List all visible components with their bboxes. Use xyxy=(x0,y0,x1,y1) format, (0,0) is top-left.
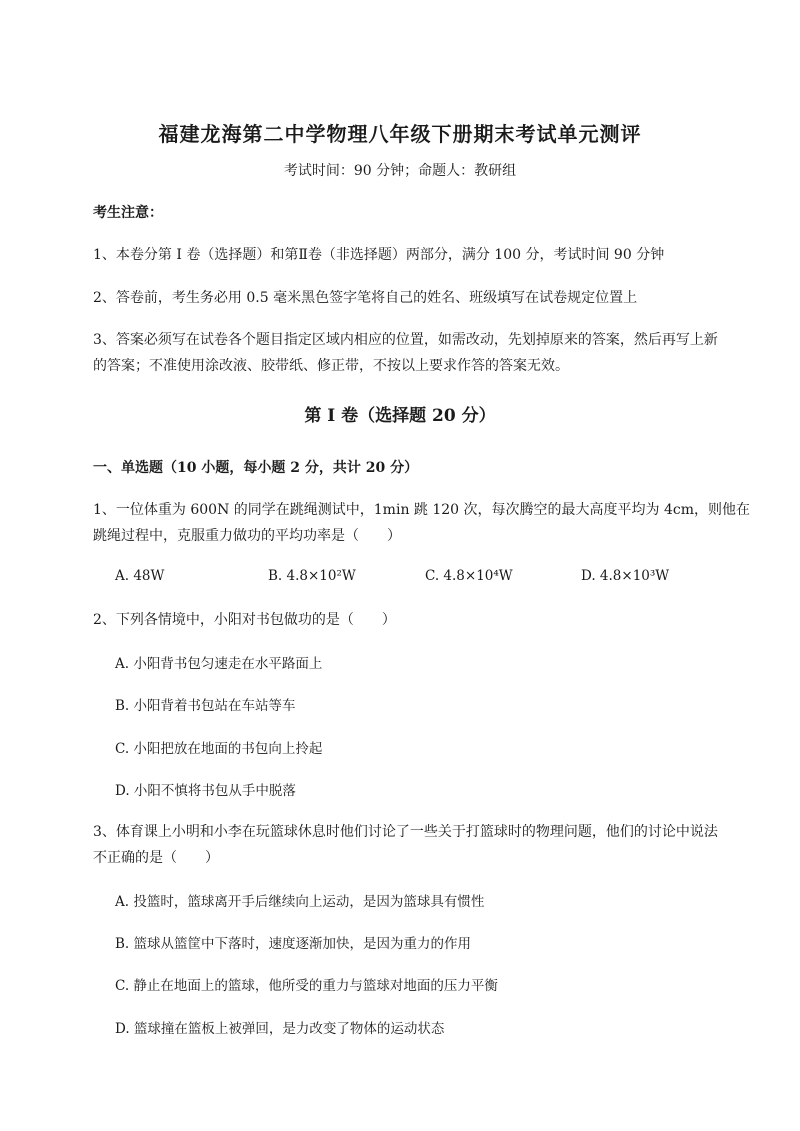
question-3-option-c[interactable]: C. 静止在地面上的篮球，他所受的重力与篮球对地面的压力平衡 xyxy=(115,978,498,994)
question-3-option-a[interactable]: A. 投篮时，篮球离开手后继续向上运动，是因为篮球具有惯性 xyxy=(115,894,485,910)
notice-item: 1、本卷分第 I 卷（选择题）和第Ⅱ卷（非选择题）两部分，满分 100 分，考试时间 90 分钟 xyxy=(93,247,665,263)
question-3-text: 3、体育课上小明和小李在玩篮球休息时他们讨论了一些关于打篮球时的物理问题，他们的讨论中说法 xyxy=(93,824,718,840)
question-3-text: 不正确的是（ ） xyxy=(93,850,219,866)
question-1-text: 跳绳过程中，克服重力做功的平均功率是（ ） xyxy=(93,528,401,544)
question-2-option-a[interactable]: A. 小阳背书包匀速走在水平路面上 xyxy=(115,656,323,672)
part-heading: 一、单选题（10 小题，每小题 2 分，共计 20 分） xyxy=(93,460,419,476)
question-2-option-c[interactable]: C. 小阳把放在地面的书包向上拎起 xyxy=(115,741,323,757)
exam-info: 考试时间：90 分钟；命题人：教研组 xyxy=(283,163,517,179)
question-1-text: 1、一位体重为 600N 的同学在跳绳测试中，1min 跳 120 次，每次腾空的最大高度平均为 4cm，则他在 xyxy=(93,502,750,518)
notice-heading: 考生注意： xyxy=(93,205,163,221)
page-title: 福建龙海第二中学物理八年级下册期末考试单元测评 xyxy=(158,122,642,146)
question-3-option-d[interactable]: D. 篮球撞在篮板上被弹回，是力改变了物体的运动状态 xyxy=(115,1021,445,1037)
question-2-option-d[interactable]: D. 小阳不慎将书包从手中脱落 xyxy=(115,783,296,799)
question-2-option-b[interactable]: B. 小阳背着书包站在车站等车 xyxy=(115,698,296,714)
question-2-text: 2、下列各情境中，小阳对书包做功的是（ ） xyxy=(93,612,396,628)
question-1-option-a[interactable]: A. 48W xyxy=(115,568,165,584)
question-1-option-b[interactable]: B. 4.8×10²W xyxy=(268,568,356,584)
question-3-option-b[interactable]: B. 篮球从篮筐中下落时，速度逐渐加快，是因为重力的作用 xyxy=(115,936,472,952)
section-title: 第 I 卷（选择题 20 分） xyxy=(304,406,496,426)
notice-item: 的答案；不准使用涂改液、胶带纸、修正带，不按以上要求作答的答案无效。 xyxy=(93,358,569,374)
notice-item: 3、答案必须写在试卷各个题目指定区域内相应的位置，如需改动，先划掉原来的答案，然后再写上新 xyxy=(93,332,718,348)
question-1-option-d[interactable]: D. 4.8×10³W xyxy=(581,568,670,584)
notice-item: 2、答卷前，考生务必用 0.5 毫米黑色签字笔将自己的姓名、班级填写在试卷规定位置上 xyxy=(93,290,638,306)
question-1-option-c[interactable]: C. 4.8×10⁴W xyxy=(425,568,513,584)
